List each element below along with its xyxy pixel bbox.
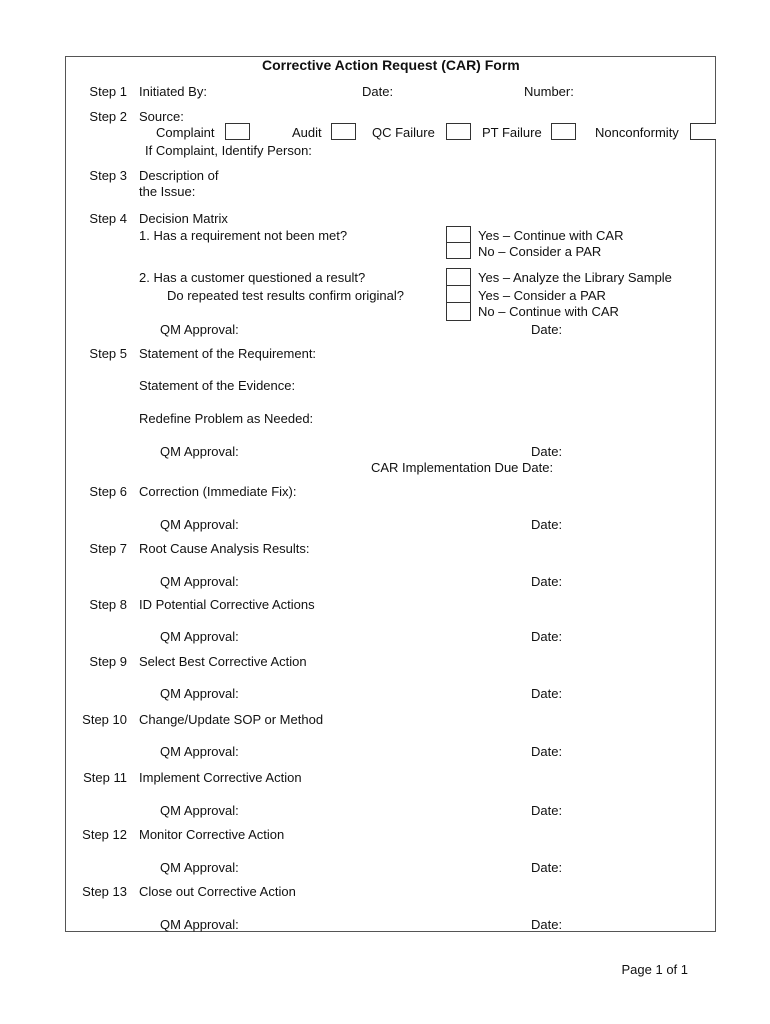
- qc-failure-checkbox[interactable]: [446, 123, 471, 140]
- monitor-action-label: Monitor Corrective Action: [139, 827, 285, 842]
- qm-approval-step11: QM Approval:: [160, 803, 239, 818]
- update-sop-label: Change/Update SOP or Method: [139, 712, 324, 727]
- qm-approval-step8: QM Approval:: [160, 629, 239, 644]
- date-step4: Date:: [531, 322, 563, 337]
- decision-matrix-label: Decision Matrix: [139, 211, 228, 226]
- step-2-label: Step 2: [89, 109, 127, 124]
- requirement-statement: Statement of the Requirement:: [139, 346, 317, 361]
- date-step6: Date:: [531, 517, 563, 532]
- implement-action-label: Implement Corrective Action: [139, 770, 302, 785]
- q1-no-option: No – Consider a PAR: [478, 244, 602, 259]
- step-12-label: Step 12: [82, 827, 127, 842]
- step-7-label: Step 7: [89, 541, 127, 556]
- source-label: Source:: [139, 109, 184, 124]
- q2-yes-par-option: Yes – Consider a PAR: [478, 288, 606, 303]
- step-3-label: Step 3: [89, 168, 127, 183]
- qm-approval-step6: QM Approval:: [160, 517, 239, 532]
- root-cause-label: Root Cause Analysis Results:: [139, 541, 310, 556]
- step-9-label: Step 9: [89, 654, 127, 669]
- step-1-label: Step 1: [89, 84, 127, 99]
- question-2b: Do repeated test results confirm original?: [167, 288, 405, 303]
- source-qc-failure-label: QC Failure: [372, 125, 435, 140]
- step-10-label: Step 10: [82, 712, 127, 727]
- audit-checkbox[interactable]: [331, 123, 356, 140]
- question-2: 2. Has a customer questioned a result?: [139, 270, 366, 285]
- source-nonconformity-label: Nonconformity: [595, 125, 679, 140]
- date-step7: Date:: [531, 574, 563, 589]
- date-step10: Date:: [531, 744, 563, 759]
- date-step13: Date:: [531, 917, 563, 932]
- qm-approval-step13: QM Approval:: [160, 917, 239, 932]
- qm-approval-step5: QM Approval:: [160, 444, 239, 459]
- evidence-statement: Statement of the Evidence:: [139, 378, 296, 393]
- date-step8: Date:: [531, 629, 563, 644]
- form-title: Corrective Action Request (CAR) Form: [262, 57, 520, 73]
- qm-approval-step9: QM Approval:: [160, 686, 239, 701]
- source-pt-failure-label: PT Failure: [482, 125, 542, 140]
- qm-approval-step10: QM Approval:: [160, 744, 239, 759]
- close-out-label: Close out Corrective Action: [139, 884, 296, 899]
- date-step5: Date:: [531, 444, 563, 459]
- qm-approval-step7: QM Approval:: [160, 574, 239, 589]
- qm-approval-step4: QM Approval:: [160, 322, 239, 337]
- source-complaint-label: Complaint: [156, 125, 215, 140]
- number-label: Number:: [524, 84, 574, 99]
- step-6-label: Step 6: [89, 484, 127, 499]
- qm-approval-step12: QM Approval:: [160, 860, 239, 875]
- date-step9: Date:: [531, 686, 563, 701]
- step-13-label: Step 13: [82, 884, 127, 899]
- q2-yes-par-checkbox[interactable]: [446, 285, 471, 303]
- header-date-label: Date:: [362, 84, 394, 99]
- q1-yes-option: Yes – Continue with CAR: [478, 228, 624, 243]
- pt-failure-checkbox[interactable]: [551, 123, 576, 140]
- correction-label: Correction (Immediate Fix):: [139, 484, 297, 499]
- complaint-person-label: If Complaint, Identify Person:: [145, 143, 312, 158]
- q1-no-checkbox[interactable]: [446, 242, 471, 259]
- step-5-label: Step 5: [89, 346, 127, 361]
- q2-no-checkbox[interactable]: [446, 302, 471, 321]
- date-step11: Date:: [531, 803, 563, 818]
- step-8-label: Step 8: [89, 597, 127, 612]
- step-11-label: Step 11: [83, 770, 127, 785]
- date-step12: Date:: [531, 860, 563, 875]
- car-due-date-label: CAR Implementation Due Date:: [371, 460, 554, 475]
- potential-actions-label: ID Potential Corrective Actions: [139, 597, 315, 612]
- description-line1: Description of: [139, 168, 219, 183]
- q2-no-option: No – Continue with CAR: [478, 304, 619, 319]
- best-action-label: Select Best Corrective Action: [139, 654, 307, 669]
- initiated-by-label: Initiated By:: [139, 84, 207, 99]
- description-line2: the Issue:: [139, 184, 196, 199]
- q2-yes-analyze-option: Yes – Analyze the Library Sample: [478, 270, 672, 285]
- q2-yes-analyze-checkbox[interactable]: [446, 268, 471, 286]
- source-audit-label: Audit: [292, 125, 322, 140]
- page-number: Page 1 of 1: [621, 962, 688, 977]
- question-1: 1. Has a requirement not been met?: [139, 228, 348, 243]
- step-4-label: Step 4: [89, 211, 127, 226]
- complaint-checkbox[interactable]: [225, 123, 250, 140]
- redefine-problem: Redefine Problem as Needed:: [139, 411, 314, 426]
- q1-yes-checkbox[interactable]: [446, 226, 471, 243]
- nonconformity-checkbox[interactable]: [690, 123, 716, 140]
